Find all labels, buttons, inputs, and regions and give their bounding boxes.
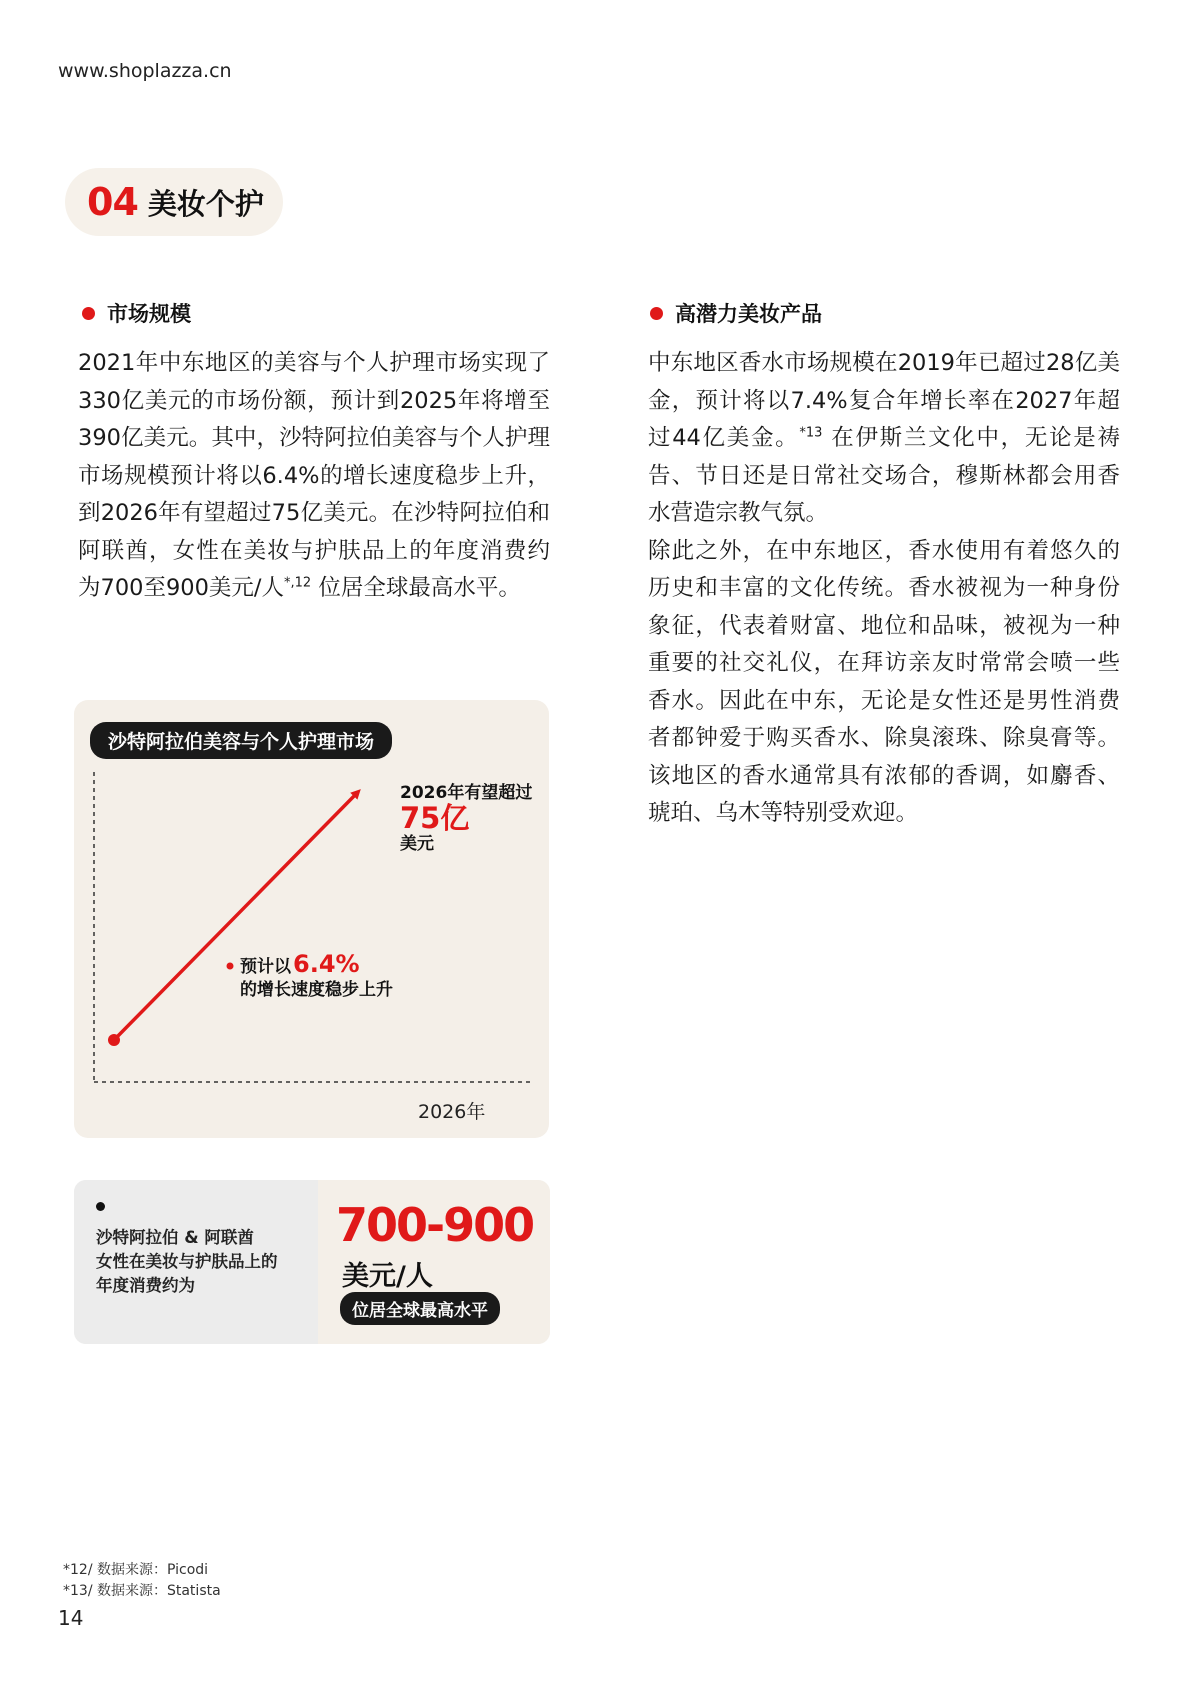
section-header: [65, 168, 283, 236]
growth-trend-line: [114, 792, 358, 1040]
products-paragraph-1: [648, 345, 1120, 533]
x-axis-label: 2026年: [418, 1101, 486, 1123]
footnote-ref-12: *,12: [283, 575, 312, 591]
footnote-ref-13: *13: [799, 425, 823, 441]
mid-label: [240, 950, 360, 978]
bullet-dot-icon: [650, 307, 663, 320]
page-number: 14: [58, 1606, 84, 1630]
spending-range: 700-900: [336, 1198, 534, 1252]
market-size-text-tail: 位居全球最高水平。: [311, 575, 521, 601]
products-heading-text: 高潜力美妆产品: [675, 302, 822, 326]
market-size-text: 2021年中东地区的美容与个人护理市场实现了330亿美元的市场份额，预计到2025年将增至390亿美元。其中，沙特阿拉伯美容与个人护理市场规模预计将以6.4%的增长速度稳步上升，到2026年有望超过75亿美元。在沙特阿拉伯和阿联酋，女性在美妆与护肤品上的年度消费约为700至900美元/人: [78, 350, 550, 601]
products-heading: [650, 298, 822, 328]
growth-rate-value: 6.4%: [293, 950, 360, 978]
bullet-dot-icon: [82, 307, 95, 320]
stat-description: [96, 1226, 306, 1298]
spending-unit: 美元/人: [342, 1261, 433, 1292]
ranking-badge: 位居全球最高水平: [340, 1292, 500, 1325]
stat-value-panel: [318, 1180, 550, 1344]
stat-desc-line-3: 年度消费约为: [96, 1276, 195, 1295]
stat-description-panel: [74, 1180, 318, 1344]
market-chart-card: [74, 700, 549, 1138]
section-number: 04: [87, 180, 138, 224]
bullet-dot-icon: [96, 1202, 105, 1211]
footnote-13: *13/ 数据来源：Statista: [63, 1583, 221, 1599]
products-paragraph-2: 除此之外，在中东地区，香水使用有着悠久的历史和丰富的文化传统。香水被视为一种身份象征，代表着财富、地位和品味，被视为一种重要的社交礼仪，在拜访亲友时常常会喷一些香水。因此在中东，无论是女性还是男性消费者都钟爱于购买香水、除臭滚珠、除臭膏等。该地区的香水通常具有浓郁的香调，如麝香、琥珀、乌木等特别受欢迎。: [648, 537, 1120, 826]
section-title: 美妆个护: [147, 186, 264, 221]
mid-marker-dot: [227, 963, 234, 970]
mid-label-prefix: 预计以: [240, 957, 291, 977]
products-text-block: [648, 345, 1120, 833]
end-label-line1: 2026年有望超过: [400, 783, 533, 803]
end-unit: 美元: [400, 834, 434, 854]
mid-label-line2: 的增长速度稳步上升: [240, 980, 393, 1000]
end-value: 75亿: [400, 801, 470, 835]
market-size-heading-text: 市场规模: [107, 302, 191, 326]
chart-title: 沙特阿拉伯美容与个人护理市场: [90, 722, 392, 759]
market-size-heading: [82, 298, 191, 328]
stat-desc-line-1: 沙特阿拉伯 & 阿联酋: [96, 1228, 254, 1247]
products-text-1a: 中东地区香水市场规模在2019年已超过28亿美金，预计将以7.4%复合年增长率在2027年超过44亿美金。: [648, 350, 1120, 451]
market-size-paragraph: [78, 345, 550, 608]
market-chart: [74, 700, 549, 1138]
products-text-1b: 在伊斯兰文化中，无论是祷告、节日还是日常社交场合，穆斯林都会用香水营造宗教气氛。: [648, 425, 1120, 526]
site-url[interactable]: www.shoplazza.cn: [58, 60, 232, 82]
spending-stat-card: [74, 1180, 550, 1344]
footnote-12: *12/ 数据来源：Picodi: [63, 1562, 209, 1578]
stat-desc-line-2: 女性在美妆与护肤品上的: [96, 1252, 278, 1271]
start-data-point: [108, 1034, 120, 1046]
